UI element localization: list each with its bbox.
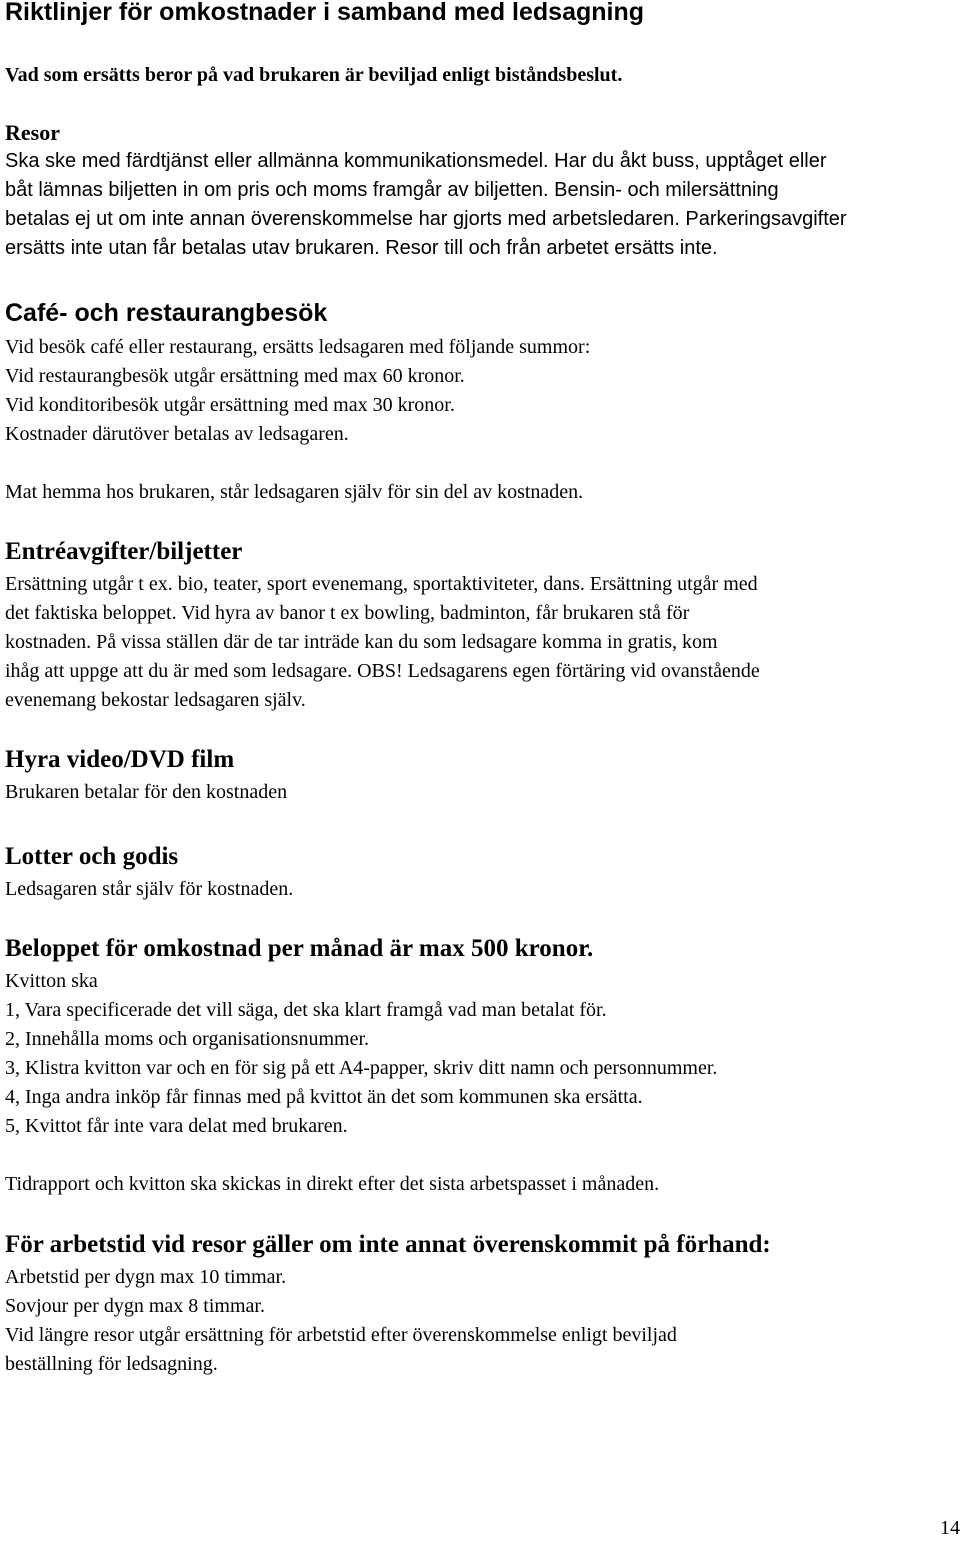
arbetstid-line: Vid längre resor utgår ersättning för arbetstid efter överenskommelse enligt beviljad <box>5 1324 677 1346</box>
cafe-line: Kostnader därutöver betalas av ledsagaren. <box>5 423 349 445</box>
belopp-line: 2, Innehålla moms och organisationsnummer. <box>5 1028 370 1050</box>
resor-line: Ska ske med färdtjänst eller allmänna kommunikationsmedel. Har du åkt buss, upptåget eller <box>5 150 827 172</box>
belopp-note: Tidrapport och kvitton ska skickas in direkt efter det sista arbetspasset i månaden. <box>5 1173 660 1195</box>
entre-line: evenemang bekostar ledsagaren själv. <box>5 689 306 711</box>
cafe-line: Vid konditoribesök utgår ersättning med max 30 kronor. <box>5 394 455 416</box>
entre-line: det faktiska beloppet. Vid hyra av banor t ex bowling, badminton, får brukaren stå för <box>5 602 690 624</box>
heading-entre: Entréavgifter/biljetter <box>5 538 243 565</box>
heading-video: Hyra video/DVD film <box>5 746 235 773</box>
entre-line: kostnaden. På vissa ställen där de tar inträde kan du som ledsagare komma in gratis, kom <box>5 631 718 653</box>
resor-line: båt lämnas biljetten in om pris och moms framgår av biljetten. Bensin- och milersättning <box>5 179 779 201</box>
arbetstid-line: Sovjour per dygn max 8 timmar. <box>5 1295 265 1317</box>
arbetstid-line: Arbetstid per dygn max 10 timmar. <box>5 1266 287 1288</box>
heading-resor: Resor <box>5 120 60 145</box>
heading-cafe: Café- och restaurangbesök <box>5 299 328 327</box>
belopp-line: 3, Klistra kvitton var och en för sig på ett A4-papper, skriv ditt namn och personnummer. <box>5 1057 718 1079</box>
belopp-line: 4, Inga andra inköp får finnas med på kvittot än det som kommunen ska ersätta. <box>5 1086 643 1108</box>
heading-belopp: Beloppet för omkostnad per månad är max 500 kronor. <box>5 935 594 962</box>
document-title: Riktlinjer för omkostnader i samband med ledsagning <box>5 0 645 26</box>
entre-line: ihåg att uppge att du är med som ledsagare. OBS! Ledsagarens egen förtäring vid ovanstående <box>5 660 760 682</box>
cafe-line: Vid restaurangbesök utgår ersättning med max 60 kronor. <box>5 365 465 387</box>
document-subtitle: Vad som ersätts beror på vad brukaren är beviljad enligt biståndsbeslut. <box>5 64 623 86</box>
cafe-note: Mat hemma hos brukaren, står ledsagaren själv för sin del av kostnaden. <box>5 481 584 503</box>
resor-line: ersätts inte utan får betalas utav brukaren. Resor till och från arbetet ersätts inte. <box>5 237 718 259</box>
lotter-line: Ledsagaren står själv för kostnaden. <box>5 878 294 900</box>
belopp-line: 5, Kvittot får inte vara delat med brukaren. <box>5 1115 348 1137</box>
belopp-line: Kvitton ska <box>5 970 98 992</box>
entre-line: Ersättning utgår t ex. bio, teater, sport evenemang, sportaktiviteter, dans. Ersättning utgår med <box>5 573 758 595</box>
heading-lotter: Lotter och godis <box>5 843 179 870</box>
heading-arbetstid: För arbetstid vid resor gäller om inte annat överenskommit på förhand: <box>5 1231 771 1258</box>
cafe-line: Vid besök café eller restaurang, ersätts ledsagaren med följande summor: <box>5 336 591 358</box>
video-line: Brukaren betalar för den kostnaden <box>5 781 288 803</box>
page-number: 14 <box>940 1517 960 1539</box>
resor-line: betalas ej ut om inte annan överenskommelse har gjorts med arbetsledaren. Parkeringsavgifter <box>5 208 847 230</box>
belopp-line: 1, Vara specificerade det vill säga, det ska klart framgå vad man betalat för. <box>5 999 607 1021</box>
arbetstid-line: beställning för ledsagning. <box>5 1353 218 1375</box>
